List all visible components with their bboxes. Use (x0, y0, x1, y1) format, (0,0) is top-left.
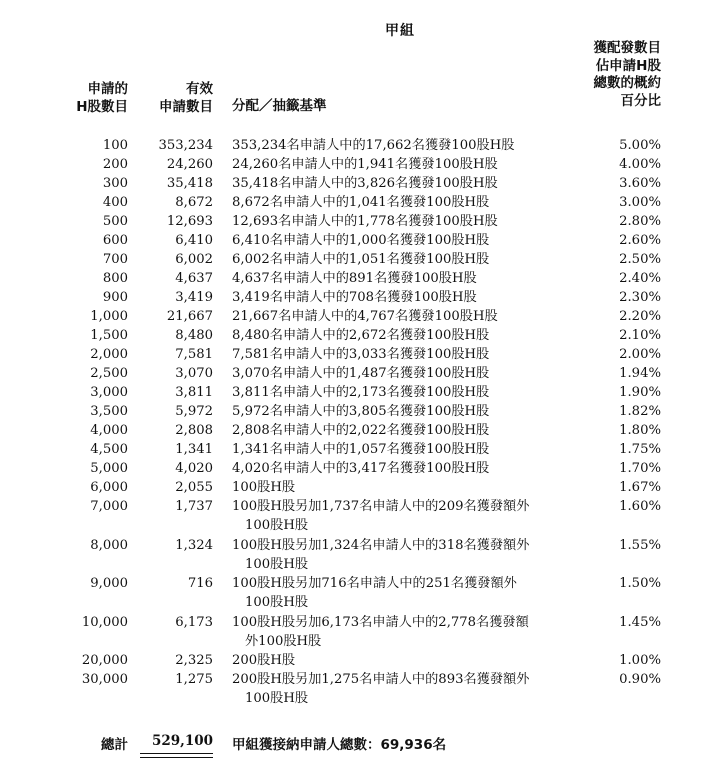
cell-num-applications: 8,672 (175, 195, 213, 210)
cell-percent: 2.60% (619, 233, 661, 248)
allocation-table (0, 136, 711, 709)
cell-num-applications: 6,173 (175, 614, 213, 630)
header-percent-line: 佔申請H股 (595, 57, 661, 74)
allocation-line: 100股H股 (245, 518, 309, 533)
cell-percent: 1.70% (619, 461, 661, 476)
cell-num-applications: 3,419 (175, 290, 213, 305)
cell-allocation (232, 574, 572, 612)
cell-num-applications: 8,480 (175, 328, 213, 343)
header-allocation: 分配／抽籤基準 (232, 98, 327, 114)
total-double-underline (140, 753, 213, 758)
cell-num-applications: 1,737 (175, 499, 213, 514)
total-value: 529,100 (151, 733, 213, 749)
table-row (0, 269, 711, 288)
cell-percent: 2.40% (619, 271, 661, 286)
header-num-applications-line: 申請數目 (159, 98, 213, 115)
cell-allocation (232, 136, 572, 155)
cell-num-applications: 353,234 (158, 138, 213, 153)
cell-h-shares: 6,000 (90, 480, 128, 495)
cell-allocation (232, 497, 572, 535)
allocation-line: 100股H股另加1,737名申請人中的209名獲發額外 (232, 499, 530, 514)
allocation-line: 353,234名申請人中的17,662名獲發100股H股 (232, 138, 515, 153)
allocation-line: 8,672名申請人中的1,041名獲發100股H股 (232, 195, 490, 210)
table-row (0, 250, 711, 269)
cell-num-applications: 3,811 (175, 385, 213, 400)
allocation-line: 4,637名申請人中的891名獲發100股H股 (232, 271, 477, 286)
cell-h-shares: 9,000 (90, 576, 128, 592)
cell-h-shares: 3,000 (90, 385, 128, 400)
allocation-line: 5,972名申請人中的3,805名獲發100股H股 (232, 404, 490, 419)
cell-allocation (232, 364, 572, 383)
table-row (0, 136, 711, 155)
header-h-shares (60, 81, 128, 116)
table-row (0, 288, 711, 307)
allocation-line: 200股H股 (232, 653, 296, 669)
cell-percent: 1.94% (619, 366, 661, 381)
table-row (0, 670, 711, 709)
cell-num-applications: 7,581 (175, 347, 213, 362)
header-percent-line: 總數的概約 (593, 75, 661, 91)
cell-percent: 0.90% (619, 672, 661, 688)
allocation-line: 8,480名申請人中的2,672名獲發100股H股 (232, 328, 490, 343)
table-row (0, 459, 711, 478)
allocation-line: 100股H股 (245, 691, 309, 707)
header-percent (540, 40, 661, 110)
table-row (0, 231, 711, 250)
cell-h-shares: 4,500 (90, 442, 128, 457)
allocation-line: 100股H股另加716名申請人中的251名獲發額外 (232, 576, 517, 592)
cell-percent: 2.00% (619, 347, 661, 362)
cell-allocation (232, 421, 572, 440)
cell-num-applications: 35,418 (166, 176, 213, 191)
allocation-line: 21,667名申請人中的4,767名獲發100股H股 (232, 309, 498, 324)
table-row (0, 364, 711, 383)
cell-percent: 1.50% (619, 576, 661, 592)
cell-allocation (232, 383, 572, 402)
allocation-line: 100股H股 (245, 556, 309, 572)
cell-h-shares: 3,500 (90, 404, 128, 419)
cell-h-shares: 100 (102, 138, 128, 153)
cell-percent: 2.50% (619, 252, 661, 267)
cell-percent: 1.67% (619, 480, 661, 495)
total-successful-applicants: 甲組獲接納申請人總數：69,936名 (232, 737, 447, 753)
cell-percent: 1.82% (619, 404, 661, 419)
cell-h-shares: 200 (102, 157, 128, 172)
table-row (0, 383, 711, 402)
cell-allocation (232, 651, 572, 670)
allocation-line: 6,002名申請人中的1,051名獲發100股H股 (232, 252, 490, 267)
cell-percent: 5.00% (619, 138, 661, 153)
cell-num-applications: 21,667 (166, 309, 213, 324)
table-row (0, 497, 711, 536)
cell-num-applications: 4,020 (175, 461, 213, 476)
cell-h-shares: 30,000 (81, 672, 128, 688)
table-row (0, 421, 711, 440)
cell-allocation (232, 269, 572, 288)
cell-allocation (232, 402, 572, 421)
header-h-shares-line: 申請的 (87, 81, 128, 97)
cell-allocation (232, 174, 572, 193)
table-row (0, 402, 711, 421)
cell-h-shares: 1,500 (90, 328, 128, 343)
cell-h-shares: 700 (102, 252, 128, 267)
cell-percent: 1.60% (619, 499, 661, 514)
cell-allocation (232, 670, 572, 708)
cell-allocation (232, 250, 572, 269)
cell-h-shares: 20,000 (81, 653, 128, 669)
cell-h-shares: 300 (102, 176, 128, 191)
table-row (0, 651, 711, 670)
cell-percent: 1.00% (619, 653, 661, 669)
allocation-line: 2,808名申請人中的2,022名獲發100股H股 (232, 423, 490, 438)
allocation-line: 100股H股另加6,173名申請人中的2,778名獲發額 (232, 614, 529, 630)
allocation-line: 100股H股 (245, 595, 309, 611)
table-row (0, 440, 711, 459)
cell-h-shares: 1,000 (90, 309, 128, 324)
cell-num-applications: 2,808 (175, 423, 213, 438)
allocation-line: 3,811名申請人中的2,173名獲發100股H股 (232, 385, 490, 400)
cell-num-applications: 2,055 (175, 480, 213, 495)
cell-percent: 2.30% (619, 290, 661, 305)
cell-percent: 2.10% (619, 328, 661, 343)
cell-num-applications: 4,637 (175, 271, 213, 286)
cell-allocation (232, 288, 572, 307)
header-h-shares-line: H股數目 (76, 98, 128, 115)
cell-allocation (232, 440, 572, 459)
cell-num-applications: 1,275 (175, 672, 213, 688)
cell-h-shares: 4,000 (90, 423, 128, 438)
table-row (0, 155, 711, 174)
cell-allocation (232, 536, 572, 574)
cell-allocation (232, 193, 572, 212)
table-row (0, 574, 711, 613)
cell-allocation (232, 307, 572, 326)
cell-allocation (232, 212, 572, 231)
group-title: 甲組 (385, 23, 415, 39)
table-row (0, 345, 711, 364)
cell-num-applications: 1,341 (175, 442, 213, 457)
cell-percent: 1.75% (619, 442, 661, 457)
cell-num-applications: 716 (187, 576, 213, 592)
table-row (0, 326, 711, 345)
allocation-line: 4,020名申請人中的3,417名獲發100股H股 (232, 461, 490, 476)
cell-h-shares: 7,000 (90, 499, 128, 514)
allocation-line: 外100股H股 (245, 633, 322, 649)
allocation-line: 35,418名申請人中的3,826名獲發100股H股 (232, 176, 498, 191)
cell-num-applications: 3,070 (175, 366, 213, 381)
allocation-line: 6,410名申請人中的1,000名獲發100股H股 (232, 233, 490, 248)
table-row (0, 212, 711, 231)
cell-allocation (232, 155, 572, 174)
allocation-line: 24,260名申請人中的1,941名獲發100股H股 (232, 157, 498, 172)
cell-percent: 2.20% (619, 309, 661, 324)
table-row (0, 174, 711, 193)
cell-percent: 2.80% (619, 214, 661, 229)
header-percent-line: 百分比 (620, 92, 661, 109)
table-row (0, 478, 711, 497)
cell-num-applications: 6,410 (175, 233, 213, 248)
cell-h-shares: 600 (102, 233, 128, 248)
allocation-line: 3,419名申請人中的708名獲發100股H股 (232, 290, 477, 305)
cell-num-applications: 6,002 (175, 252, 213, 267)
cell-h-shares: 10,000 (81, 614, 128, 630)
cell-h-shares: 2,500 (90, 366, 128, 381)
allocation-line: 12,693名申請人中的1,778名獲發100股H股 (232, 214, 498, 229)
cell-percent: 1.80% (619, 423, 661, 438)
cell-percent: 4.00% (619, 157, 661, 172)
allocation-line: 7,581名申請人中的3,033名獲發100股H股 (232, 347, 490, 362)
cell-percent: 1.45% (619, 614, 661, 630)
cell-allocation (232, 459, 572, 478)
cell-h-shares: 5,000 (90, 461, 128, 476)
allocation-line: 3,070名申請人中的1,487名獲發100股H股 (232, 366, 490, 381)
cell-num-applications: 1,324 (175, 537, 213, 553)
cell-h-shares: 800 (102, 271, 128, 286)
cell-h-shares: 400 (102, 195, 128, 210)
allocation-line: 1,341名申請人中的1,057名獲發100股H股 (232, 442, 490, 457)
cell-num-applications: 2,325 (175, 653, 213, 669)
cell-h-shares: 2,000 (90, 347, 128, 362)
table-row (0, 536, 711, 575)
cell-allocation (232, 326, 572, 345)
cell-h-shares: 8,000 (90, 537, 128, 553)
table-row (0, 307, 711, 326)
cell-h-shares: 500 (102, 214, 128, 229)
cell-num-applications: 24,260 (166, 157, 213, 172)
cell-allocation (232, 231, 572, 250)
cell-percent: 1.90% (619, 385, 661, 400)
cell-allocation (232, 478, 572, 497)
allocation-line: 100股H股另加1,324名申請人中的318名獲發額外 (232, 537, 530, 553)
cell-percent: 3.00% (619, 195, 661, 210)
cell-allocation (232, 345, 572, 364)
total-label: 總計 (101, 737, 128, 753)
header-num-applications (138, 81, 213, 116)
table-row (0, 193, 711, 212)
cell-percent: 3.60% (619, 176, 661, 191)
cell-percent: 1.55% (619, 537, 661, 553)
table-row (0, 613, 711, 652)
header-num-applications-line: 有效 (186, 81, 213, 97)
cell-allocation (232, 613, 572, 651)
cell-h-shares: 900 (102, 290, 128, 305)
header-percent-line: 獲配發數目 (593, 40, 661, 56)
allocation-line: 200股H股另加1,275名申請人中的893名獲發額外 (232, 672, 530, 688)
cell-num-applications: 12,693 (166, 214, 213, 229)
allocation-line: 100股H股 (232, 480, 296, 495)
cell-num-applications: 5,972 (175, 404, 213, 419)
